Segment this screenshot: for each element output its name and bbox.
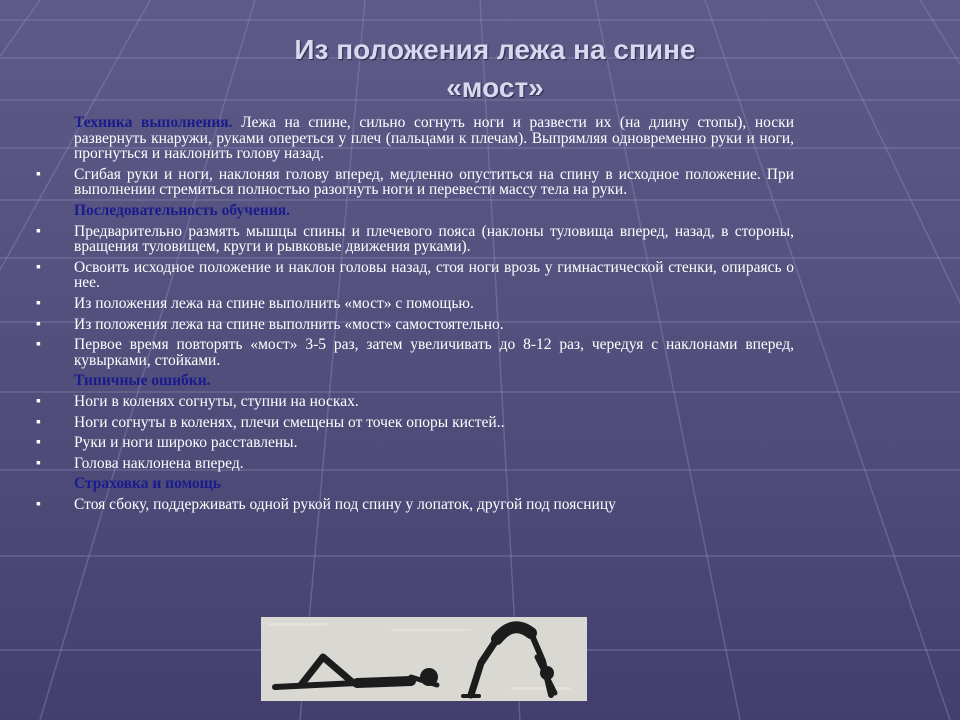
- learning-item: ▪ Из положения лежа на спине выполнить «мост» с помощью.: [36, 296, 794, 312]
- safety-heading: Страховка и помощь: [74, 475, 221, 493]
- error-item: ▪ Руки и ноги широко расставлены.: [36, 435, 794, 451]
- technique-paragraph: [36, 115, 794, 162]
- slide-title: Из положения лежа на спине: [294, 34, 696, 65]
- bridge-exercise-illustration: [261, 617, 587, 701]
- errors-heading: Типичные ошибки.: [74, 372, 211, 390]
- learning-item: ▪ Первое время повторять «мост» 3-5 раз, затем увеличивать до 8-12 раз, чередуя с наклонами вперед, кувырками, стойками.: [36, 337, 794, 368]
- error-item: ▪ Ноги согнуты в коленях, плечи смещены от точек опоры кистей..: [36, 415, 794, 431]
- learning-item: ▪ Освоить исходное положение и наклон головы назад, стоя ноги врозь у гимнастической стенки, опираясь о нее.: [36, 260, 794, 291]
- error-item: ▪ Голова наклонена вперед.: [36, 456, 794, 472]
- error-item: ▪ Ноги в коленях согнуты, ступни на носках.: [36, 394, 794, 410]
- technique-bullet: ▪ Сгибая руки и ноги, наклоняя голову вперед, медленно опуститься на спину в исходное положение. При выполнении стремиться полностью разогнуть ноги и перевести массу тела на руки.: [36, 167, 794, 198]
- safety-item: ▪ Стоя сбоку, поддерживать одной рукой под спину у лопаток, другой под поясницу: [36, 497, 794, 513]
- slide-content: [36, 115, 794, 517]
- learning-heading: Последовательность обучения.: [74, 201, 291, 219]
- learning-item: ▪ Из положения лежа на спине выполнить «мост» самостоятельно.: [36, 317, 794, 333]
- learning-item: ▪ Предварительно размять мышцы спины и плечевого пояса (наклоны туловища вперед, назад, в стороны, вращения туловищем, круги и рывковые движения руками).: [36, 224, 794, 255]
- technique-text: Лежа на спине, сильно согнуть ноги и развести их (на длину стопы), носки развернуть кнаружи, руками опереться у плеч (пальцами к плечам). Выпрямляя одновременно руки и ноги, прогнуться и наклонить голову назад.: [74, 114, 795, 163]
- technique-lead: Техника выполнения.: [74, 114, 233, 131]
- slide-subtitle: «мост»: [446, 72, 544, 103]
